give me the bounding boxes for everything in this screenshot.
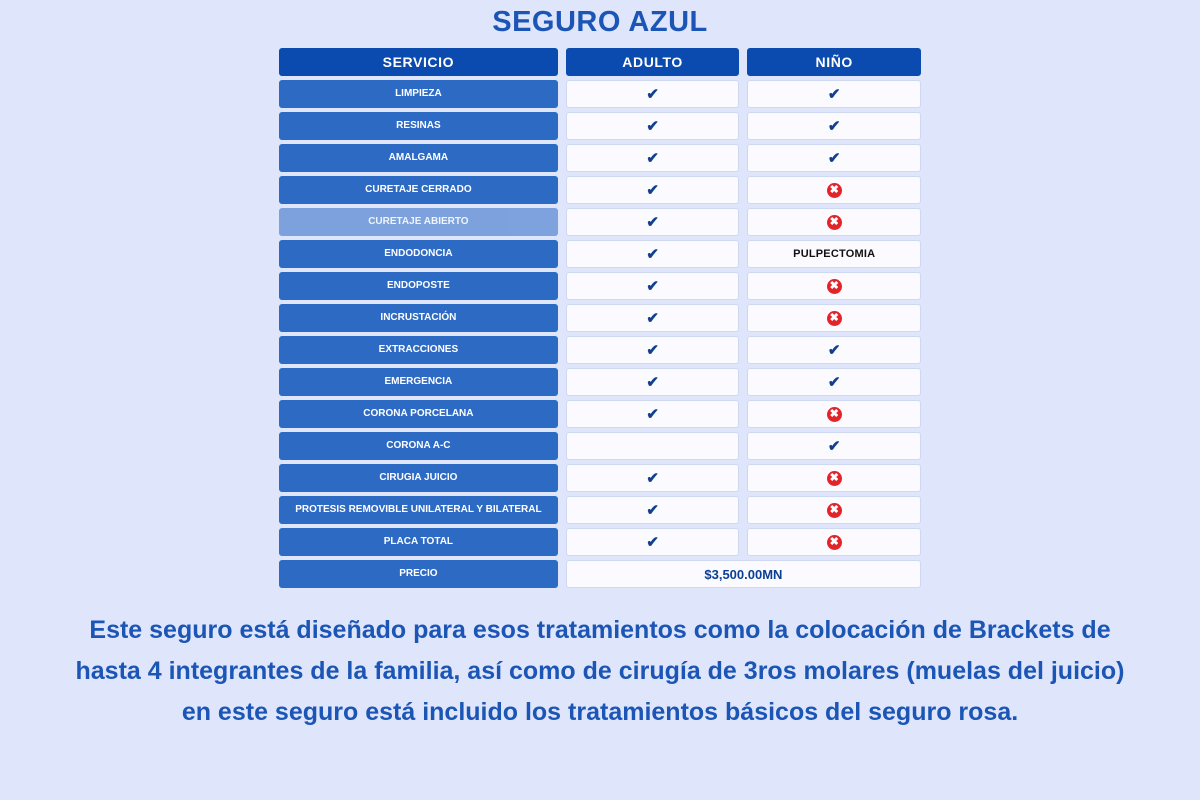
table-row (279, 176, 921, 204)
cell-nino (747, 528, 921, 556)
price-value: $3,500.00MN (566, 560, 921, 588)
cell-nino (747, 336, 921, 364)
page-title: SEGURO AZUL (492, 6, 708, 38)
table-row (279, 144, 921, 172)
check-icon: ✔ (646, 341, 659, 359)
check-icon: ✔ (646, 149, 659, 167)
table-row (279, 240, 921, 268)
cell-nino (747, 144, 921, 172)
service-label: CIRUGIA JUICIO (279, 464, 558, 492)
cell-adulto (566, 272, 740, 300)
cell-adulto (566, 496, 740, 524)
service-label: PLACA TOTAL (279, 528, 558, 556)
check-icon: ✔ (827, 117, 841, 135)
check-icon: ✔ (646, 213, 659, 231)
check-icon: ✔ (646, 405, 659, 423)
cell-nino (747, 464, 921, 492)
service-label: CURETAJE ABIERTO (279, 208, 558, 236)
cell-nino (747, 496, 921, 524)
cell-adulto (566, 368, 740, 396)
check-icon: ✔ (646, 117, 659, 135)
service-label: PROTESIS REMOVIBLE UNILATERAL Y BILATERAL (279, 496, 558, 524)
table-row (279, 368, 921, 396)
table-row (279, 208, 921, 236)
cell-adulto (566, 528, 740, 556)
table-row (279, 272, 921, 300)
cell-adulto (566, 144, 740, 172)
check-icon: ✔ (827, 149, 841, 167)
check-icon: ✔ (827, 85, 841, 103)
cell-adulto (566, 80, 740, 108)
cross-icon: ✖ (827, 407, 842, 422)
column-header-servicio: SERVICIO (279, 48, 558, 76)
check-icon: ✔ (646, 501, 659, 519)
table-row (279, 432, 921, 460)
check-icon: ✔ (646, 245, 659, 263)
service-label: ENDOPOSTE (279, 272, 558, 300)
service-label: CORONA A-C (279, 432, 558, 460)
services-table (279, 48, 921, 588)
cell-adulto (566, 400, 740, 428)
cross-icon: ✖ (827, 535, 842, 550)
table-header-row (279, 48, 921, 76)
check-icon: ✔ (646, 181, 659, 199)
service-label: INCRUSTACIÓN (279, 304, 558, 332)
cell-adulto (566, 112, 740, 140)
cell-nino (747, 400, 921, 428)
price-label: PRECIO (279, 560, 558, 588)
cell-nino (747, 176, 921, 204)
cell-adulto (566, 208, 740, 236)
cross-icon: ✖ (827, 311, 842, 326)
table-row (279, 400, 921, 428)
price-row (279, 560, 921, 588)
check-icon: ✔ (827, 437, 841, 455)
cell-nino (747, 432, 921, 460)
cell-nino (747, 112, 921, 140)
cross-icon: ✖ (827, 215, 842, 230)
cell-nino (747, 208, 921, 236)
check-icon: ✔ (827, 341, 841, 359)
cell-nino (747, 304, 921, 332)
cell-adulto (566, 432, 740, 460)
column-header-adulto: ADULTO (566, 48, 740, 76)
service-label: EXTRACCIONES (279, 336, 558, 364)
cross-icon: ✖ (827, 183, 842, 198)
check-icon: ✔ (646, 85, 659, 103)
check-icon: ✔ (646, 309, 659, 327)
cell-nino (747, 272, 921, 300)
cell-nino (747, 80, 921, 108)
cell-text: PULPECTOMIA (793, 248, 876, 260)
cell-nino (747, 368, 921, 396)
table-row (279, 528, 921, 556)
cross-icon: ✖ (827, 503, 842, 518)
check-icon: ✔ (646, 533, 659, 551)
table-row (279, 496, 921, 524)
footnote-text: Este seguro está diseñado para esos tratamientos como la colocación de Brackets de hasta 4 integrantes de la familia, así como de cirugía de 3ros molares (muelas del juicio) en este seguro está incluido los tratamientos básicos del seguro rosa. (75, 616, 1125, 726)
column-header-nino: NIÑO (747, 48, 921, 76)
check-icon: ✔ (646, 277, 659, 295)
table-row (279, 112, 921, 140)
service-label: CORONA PORCELANA (279, 400, 558, 428)
service-label: EMERGENCIA (279, 368, 558, 396)
check-icon: ✔ (646, 469, 659, 487)
service-label: LIMPIEZA (279, 80, 558, 108)
service-label: ENDODONCIA (279, 240, 558, 268)
table-row (279, 336, 921, 364)
cell-adulto (566, 240, 740, 268)
cell-nino (747, 240, 921, 268)
service-label: AMALGAMA (279, 144, 558, 172)
cell-adulto (566, 304, 740, 332)
cell-adulto (566, 464, 740, 492)
check-icon: ✔ (646, 373, 659, 391)
cell-adulto (566, 336, 740, 364)
cross-icon: ✖ (827, 471, 842, 486)
table-body (279, 80, 921, 556)
service-label: CURETAJE CERRADO (279, 176, 558, 204)
cell-adulto (566, 176, 740, 204)
table-row (279, 304, 921, 332)
check-icon: ✔ (827, 373, 841, 391)
service-label: RESINAS (279, 112, 558, 140)
table-row (279, 80, 921, 108)
table-row (279, 464, 921, 492)
cross-icon: ✖ (827, 279, 842, 294)
